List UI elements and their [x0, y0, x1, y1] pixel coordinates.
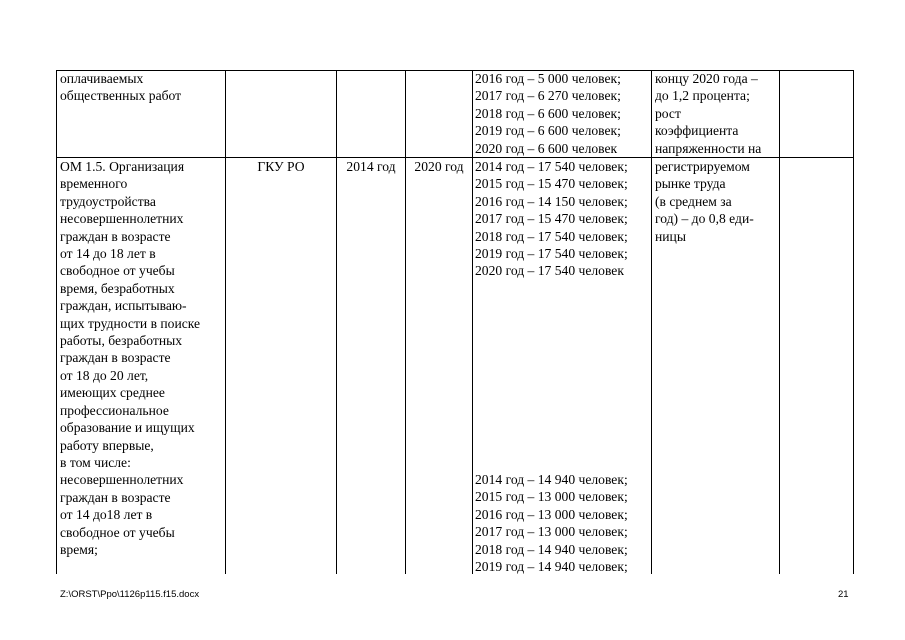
row2-result-line: год) – до 0,8 еди- [655, 211, 754, 227]
row2-name-line: щих трудности в поиске [60, 315, 201, 331]
row2-name-line: от 14 до18 лет в [60, 507, 153, 523]
row2-minors-volume-line: 2019 год – 14 940 человек; [475, 559, 628, 575]
row1-name-line: общественных работ [60, 88, 182, 104]
row2-result-line: рынке труда [655, 176, 726, 192]
row2-name-line: время; [60, 541, 98, 557]
row2-name-line: от 14 до 18 лет в [60, 246, 156, 262]
row2-result-line: регистрируемом [655, 159, 750, 174]
row2-volume-line: 2014 год – 17 540 человек; [475, 159, 628, 174]
row1-result-line: рост [655, 105, 681, 121]
row1-volume-line: 2016 год – 5 000 человек; [475, 71, 621, 86]
row1-result-line: концу 2020 года – [655, 71, 758, 86]
row2-result-line: (в среднем за [655, 193, 732, 209]
row2-volume-line: 2019 год – 17 540 человек; [475, 246, 628, 262]
row2-volumes-minors-cell [475, 471, 628, 575]
row2-name-line: граждан в возрасте [60, 228, 171, 244]
row2-name-line: несовершеннолетних [60, 211, 184, 227]
row1-result-cell [655, 70, 761, 157]
row1-volume-line: 2018 год – 6 600 человек; [475, 105, 621, 121]
row2-volume-line: 2020 год – 17 540 человек [475, 263, 624, 279]
row2-result-line: ницы [655, 228, 686, 244]
row2-name-line: свободное от учебы [60, 524, 175, 540]
row1-name-line: оплачиваемых [60, 71, 144, 86]
table-border-right [853, 70, 854, 574]
row2-end-year: 2020 год [414, 159, 464, 174]
row1-result-line: до 1,2 процента; [655, 88, 750, 104]
page-number: 21 [838, 589, 849, 600]
row2-minors-volume-line: 2014 год – 14 940 человек; [475, 472, 628, 487]
row2-name-line: трудоустройства [60, 193, 156, 209]
row2-volumes-cell [475, 158, 628, 280]
row2-name-line: в том числе: [60, 454, 131, 470]
row2-name-line: время, безработных [60, 280, 175, 296]
column-divider-extra [779, 70, 780, 574]
row2-executor: ГКУ РО [257, 159, 305, 174]
row2-volume-line: 2015 год – 15 470 человек; [475, 176, 628, 192]
row2-minors-volume-line: 2015 год – 13 000 человек; [475, 489, 628, 505]
row1-volume-line: 2020 год – 6 600 человек [475, 140, 618, 156]
footer-file-path: Z:\ORST\Ppo\1126p115.f15.docx [60, 589, 200, 600]
row2-name-line: профессиональное [60, 402, 169, 418]
row2-minors-volume-line: 2016 год – 13 000 человек; [475, 506, 628, 522]
column-divider-end [405, 70, 406, 574]
row2-minors-volume-line: 2018 год – 14 940 человек; [475, 541, 628, 557]
row1-result-line: коэффициента [655, 123, 739, 139]
row2-name-line: временного [60, 176, 128, 192]
row1-volume-line: 2019 год – 6 600 человек; [475, 123, 621, 139]
row2-volume-line: 2017 год – 15 470 человек; [475, 211, 628, 227]
row2-volume-line: 2016 год – 14 150 человек; [475, 193, 628, 209]
column-divider-executor [225, 70, 226, 574]
row2-name-line: от 18 до 20 лет, [60, 367, 149, 383]
row2-name-line: свободное от учебы [60, 263, 175, 279]
row2-name-line: несовершеннолетних [60, 472, 184, 488]
row2-name-line: работы, безработных [60, 333, 183, 349]
row2-name-line: работу впервые, [60, 437, 154, 453]
row2-volume-line: 2018 год – 17 540 человек; [475, 228, 628, 244]
column-divider-start [336, 70, 337, 574]
row2-name-line: имеющих среднее [60, 385, 165, 401]
column-divider-result [651, 70, 652, 574]
row2-name-line: образование и ищущих [60, 420, 195, 436]
table-border-left [56, 70, 57, 574]
row2-result-cell [655, 158, 754, 245]
row1-result-line: напряженности на [655, 140, 762, 156]
row2-start-year: 2014 год [346, 159, 396, 174]
row2-minors-volume-line: 2017 год – 13 000 человек; [475, 524, 628, 540]
row1-name-cell [60, 70, 181, 105]
row1-volume-line: 2017 год – 6 270 человек; [475, 88, 621, 104]
row1-volumes-cell [475, 70, 621, 157]
row2-name-cell [60, 158, 200, 558]
row2-name-line: граждан в возрасте [60, 489, 171, 505]
row2-name-line: граждан, испытываю- [60, 298, 187, 314]
row2-name-line: граждан в возрасте [60, 350, 171, 366]
row2-name-line: ОМ 1.5. Организация [60, 159, 185, 174]
column-divider-volumes [472, 70, 473, 574]
